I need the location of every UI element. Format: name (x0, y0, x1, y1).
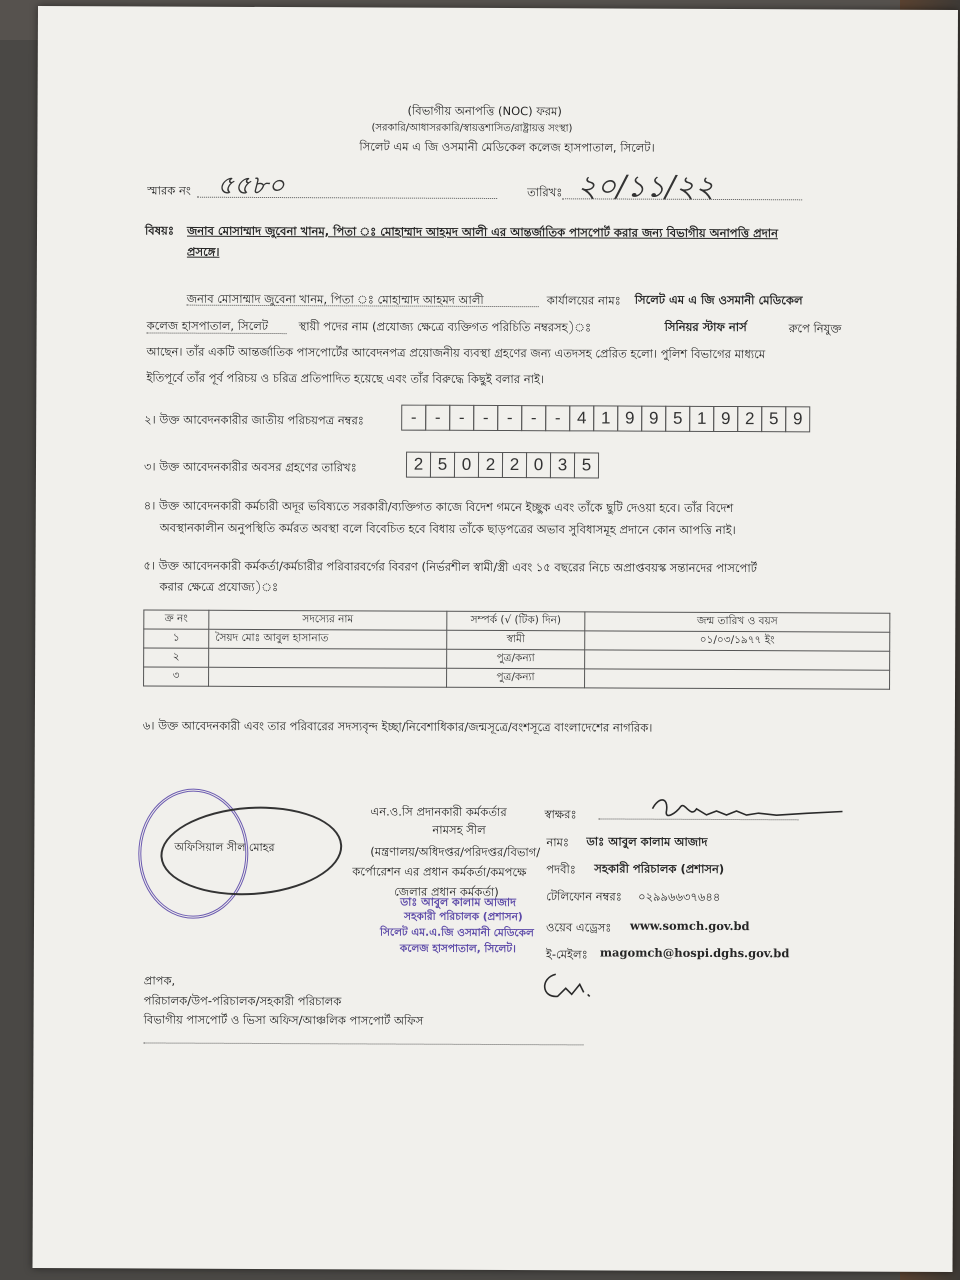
cell-serial: ৩ (144, 667, 209, 686)
digit-box: 0 (454, 452, 479, 478)
digit-box: - (521, 405, 546, 431)
cell-dob (585, 669, 890, 689)
digit-box: - (401, 405, 426, 431)
item4-line2: অবস্থানকালীন অনুপস্থিতি কর্মরত অবস্থা বলে বিবেচিত হবে বিধায় তাঁকে ছাড়পত্রের অভাব সুবিধাসমূহ প্রদানে কোন আপত্তি নাই। (159, 520, 736, 538)
noc-officer-title-1: এন.ও.সি প্রদানকারী কর্মকর্তার (370, 804, 507, 820)
post-label: স্থায়ী পদের নাম (প্রযোজ্য ক্ষেত্রে ব্যক্তিগত পরিচিতি নম্বরসহ)ঃ (298, 319, 592, 335)
noc-officer-title-2: নামসহ সীল (432, 822, 486, 837)
memo-label: স্মারক নং (147, 183, 191, 198)
document-page (32, 6, 957, 1272)
cell-name: সৈয়দ মোঃ আবুল হাসানাত (209, 629, 447, 649)
subject-line-1: জনাব মোসাম্মাদ জুবেনা খানম, পিতা ঃ মোহাম্মাদ আহমদ আলী এর আন্তর্জাতিক পাসপোর্ট করার জন্য বিভাগীয় অনাপত্তি প্রদান (186, 223, 779, 241)
noc-officer-desc-3: জেলার প্রধান কর্মকর্তা) (394, 884, 499, 900)
table-row (144, 667, 890, 689)
form-title: (বিভাগীয় অনাপত্তি (NOC) ফরম) (407, 103, 562, 119)
digit-box: 9 (785, 406, 810, 432)
digit-box: - (497, 405, 522, 431)
digit-box: 9 (713, 406, 738, 432)
form-subtitle: (সরকারি/আধাসরকারি/স্বায়ত্তশাসিত/রাষ্ট্রায়ত্ত সংস্থা) (371, 122, 573, 135)
para1-line3: আছেন। তাঁর একটি আন্তর্জাতিক পাসপোর্টের আবেদনপত্র প্রয়োজনীয় ব্যবস্থা গ্রহণের জন্য এতদসহ প্রেরিত হলো। পুলিশ বিভাগের মাধ্যমে (146, 344, 766, 362)
digit-box: - (425, 405, 450, 431)
digit-box: 9 (641, 406, 666, 432)
post-name: সিনিয়র স্টাফ নার্স (664, 319, 747, 335)
seal-post: সহকারী পরিচালক (প্রশাসন) (404, 910, 523, 924)
applicant-name: জনাব মোসাম্মাদ জুবেনা খানম, পিতা ঃ মোহাম্মাদ আহমদ আলী (186, 291, 484, 307)
office-name-2: কলেজ হাসপাতাল, সিলেট (146, 318, 269, 333)
cell-dob: ০১/০৩/১৯৭৭ ইং (585, 631, 890, 651)
col-header-serial: ক্র নং (144, 610, 209, 629)
digit-box: 5 (665, 406, 690, 432)
noc-officer-desc-2: কর্পোরেশন এর প্রধান কর্মকর্তা/কমপক্ষে (352, 864, 527, 880)
digit-box: 2 (406, 452, 431, 478)
initial-signature-icon (536, 964, 616, 1004)
cell-name (209, 648, 447, 668)
seal-office-2: কলেজ হাসপাতাল, সিলেট। (399, 942, 516, 956)
family-table (143, 609, 890, 689)
web-label: ওয়েব এড্রেসঃ (545, 920, 612, 935)
email-value: magomch@hospi.dghs.gov.bd (599, 945, 790, 961)
item5-line2: করার ক্ষেত্রে প্রযোজ্য)ঃ (159, 579, 279, 595)
email-label: ই-মেইলঃ (545, 947, 588, 962)
recipient-label: প্রাপক, (143, 973, 176, 988)
cell-dob (585, 650, 890, 670)
digit-box: - (473, 405, 498, 431)
item5-line1: ৫। উক্ত আবেদনকারী কর্মকর্তা/কর্মচারীর পরিবারবর্গের বিবরণ (নির্ভরশীল স্বামী/স্ত্রী এবং ১৫ বছরের নিচে অপ্রাপ্তবয়স্ক সন্তানদের পাসপোর্ট (143, 558, 757, 576)
retirement-box-row (407, 452, 599, 479)
subject-label: বিষয়ঃ (144, 223, 174, 238)
signatory-post: সহকারী পরিচালক (প্রশাসন) (594, 861, 725, 876)
memo-number: ৫৫৮০ (217, 170, 285, 202)
digit-box: 2 (737, 406, 762, 432)
subject-line-2: প্রসঙ্গে। (186, 244, 220, 259)
name-label: নামঃ (546, 835, 570, 850)
nid-box-row (402, 405, 810, 433)
cell-serial: ২ (144, 648, 209, 667)
digit-box: 9 (617, 406, 642, 432)
post-label-sig: পদবীঃ (546, 862, 576, 877)
recipient-line-2: বিভাগীয় পাসপোর্ট ও ভিসা অফিস/আঞ্চলিক পাসপোর্ট অফিস (143, 1012, 424, 1028)
cell-relation: পুত্র/কন্যা (447, 649, 585, 669)
cell-name (209, 667, 447, 687)
retirement-label: ৩। উক্ত আবেদনকারীর অবসর গ্রহণের তারিখঃ (143, 459, 357, 475)
signatory-name: ডাঃ আবুল কালাম আজাদ (586, 834, 708, 849)
col-header-relation: সম্পর্ক (√ (টিক) দিন) (447, 611, 585, 631)
office-label: কার্যালয়ের নামঃ (546, 293, 621, 308)
para1-line4: ইতিপূর্বে তাঁর পূর্ব পরিচয় ও চরিত্র প্রতিপাদিত হয়েছে এবং তাঁর বিরুদ্ধে কিছুই বলার নাই। (146, 370, 545, 387)
nid-label: ২। উক্ত আবেদনকারীর জাতীয় পরিচয়পত্র নম্বরঃ (144, 412, 364, 428)
signature-label: স্বাক্ষরঃ (544, 807, 577, 822)
hospital-name: সিলেট এম এ জি ওসমানী মেডিকেল কলেজ হাসপাতাল, সিলেট। (359, 139, 655, 155)
date-value: ২০/১১/২২ (577, 169, 715, 205)
item4-line1: ৪। উক্ত আবেদনকারী কর্মচারী অদূর ভবিষ্যতে সরকারী/ব্যক্তিগত কাজে বিদেশ গমনে ইচ্ছুক এবং তাঁকে ছুটি দেওয়া হবে। তাঁর বিদেশ (143, 498, 734, 516)
digit-box: 2 (502, 452, 527, 478)
seal-name: ডাঃ আবুল কালাম আজাদ (400, 895, 516, 910)
item6-text: ৬। উক্ত আবেদনকারী এবং তার পরিবারের সদস্যবৃন্দ ইচ্ছা/নিবেশাধিকার/জন্মসূত্রে/বংশসূত্রে বাংলাদেশের নাগরিক। (142, 718, 653, 735)
digit-box: 2 (478, 452, 503, 478)
cell-serial: ১ (144, 629, 209, 648)
cell-relation: পুত্র/কন্যা (447, 668, 585, 688)
col-header-name: সদস্যের নাম (209, 610, 447, 630)
digit-box: 1 (689, 406, 714, 432)
digit-box: 4 (569, 405, 594, 431)
digit-box: 0 (526, 452, 551, 478)
digit-box: 3 (550, 452, 575, 478)
noc-officer-desc-1: (মন্ত্রণালয়/অধিদপ্তর/পরিদপ্তর/বিভাগ/ (370, 844, 541, 860)
cell-relation: স্বামী (447, 630, 585, 650)
phone-value: ০২৯৯৬৬৩৭৬৪৪ (638, 889, 721, 904)
digit-box: 5 (574, 452, 599, 478)
date-label: তারিখঃ (527, 185, 563, 200)
digit-box: - (545, 405, 570, 431)
post-suffix: রুপে নিযুক্ত (788, 321, 842, 336)
web-value: www.somch.gov.bd (629, 918, 750, 934)
recipient-dotted-line (143, 1042, 583, 1045)
signature-icon (646, 791, 846, 832)
digit-box: - (449, 405, 474, 431)
office-seal-label: অফিসিয়াল সীল মোহর (174, 840, 275, 855)
phone-label: টেলিফোন নম্বরঃ (546, 889, 622, 904)
recipient-line-1: পরিচালক/উপ-পরিচালক/সহকারী পরিচালক (143, 993, 342, 1009)
office-name: সিলেট এম এ জি ওসমানী মেডিকেল (634, 292, 803, 308)
digit-box: 5 (761, 406, 786, 432)
digit-box: 5 (430, 452, 455, 478)
col-header-dob: জন্ম তারিখ ও বয়স (585, 612, 890, 632)
seal-office: সিলেট এম.এ.জি ওসমানী মেডিকেল (379, 926, 534, 940)
digit-box: 1 (593, 405, 618, 431)
